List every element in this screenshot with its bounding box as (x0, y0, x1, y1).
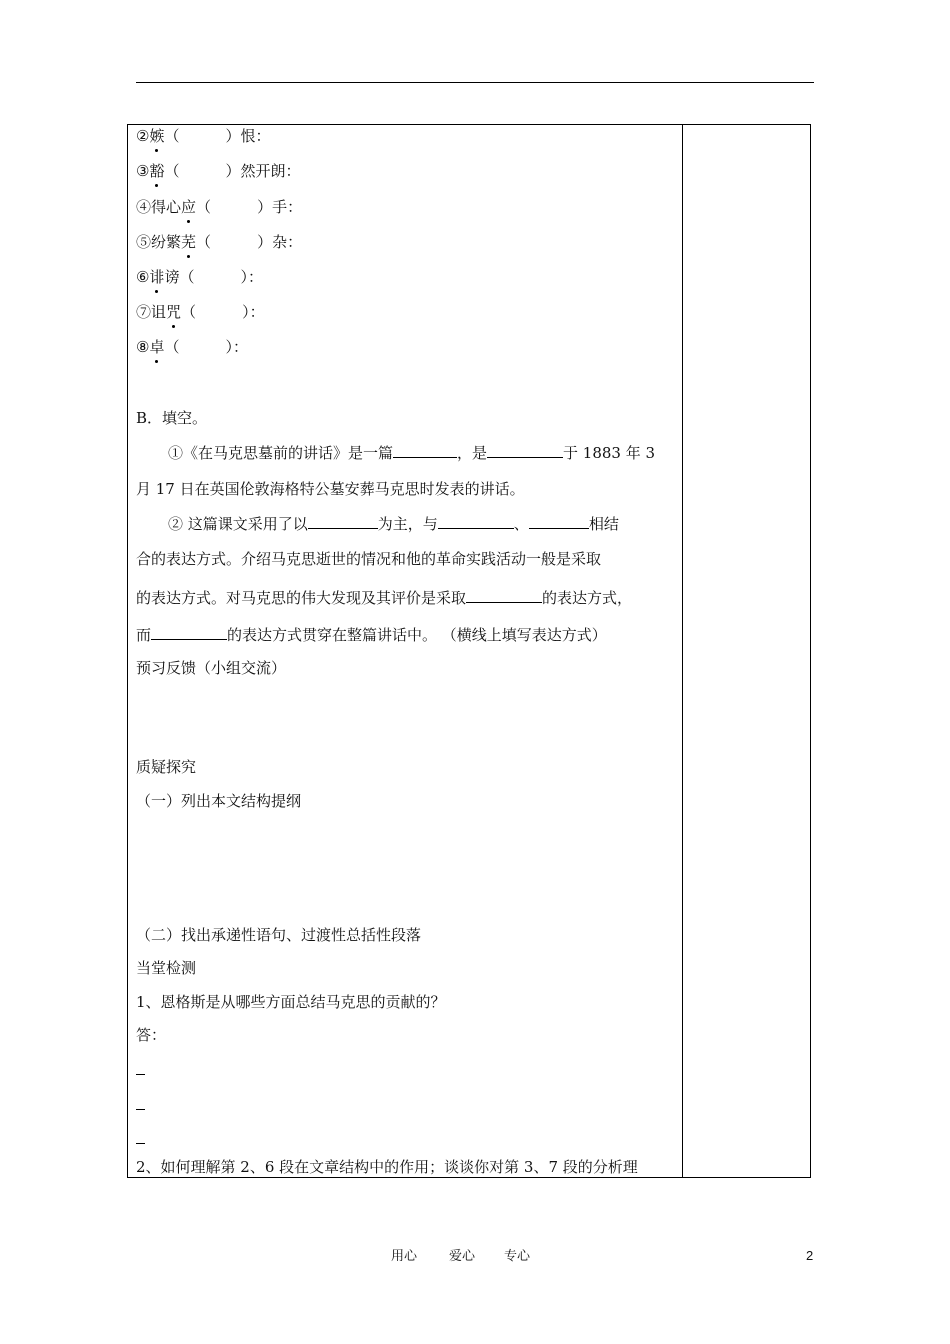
fill-question-2-line2: 合的表达方式。介绍马克思逝世的情况和他的革命实践活动一般是采取 (136, 550, 602, 568)
pinyin-item: ③豁（ ）然开朗： (136, 162, 301, 180)
dotted-char: 芜 (181, 233, 197, 251)
notes-column (683, 125, 810, 1177)
footer-slogan-3: 专心 (504, 1249, 531, 1264)
dotted-char: 咒 (166, 303, 182, 321)
fill-question-1: ①《在马克思墓前的讲话》是一篇 ，是 于 1883 年 3 (168, 444, 656, 462)
fill-question-2: ② 这篇课文采用了以 为主，与 、 相结 (168, 515, 619, 533)
check-question-2: 2、如何理解第 2、6 段在文章结构中的作用；谈谈你对第 3、7 段的分析理 (136, 1158, 638, 1176)
pinyin-item: ⑤纷繁芜（ ）杂： (136, 233, 303, 251)
check-heading: 当堂检测 (136, 959, 197, 977)
answer-blank (466, 588, 542, 603)
answer-blank (393, 443, 457, 458)
pinyin-item: ⑧卓（ ）： (136, 338, 248, 356)
fill-question-1-cont: 月 17 日在英国伦敦海格特公墓安葬马克思时发表的讲话。 (136, 480, 525, 498)
dotted-char: 嫉 (149, 127, 165, 145)
dotted-char: 应 (181, 198, 197, 216)
inquiry-task-1: （一）列出本文结构提纲 (136, 792, 302, 810)
inquiry-task-2: （二）找出承递性语句、过渡性总括性段落 (136, 926, 422, 944)
pinyin-item: ②嫉（ ）恨： (136, 127, 271, 145)
fill-heading: B．填空。 (136, 409, 208, 427)
fill-question-2-line4: 而 的表达方式贯穿在整篇讲话中。 （横线上填写表达方式） (136, 626, 607, 644)
check-question-1: 1、恩格斯是从哪些方面总结马克思的贡献的？ (136, 993, 446, 1011)
preview-feedback-heading: 预习反馈（小组交流） (136, 659, 287, 677)
answer-label: 答： (136, 1026, 167, 1044)
fill-question-2-line3: 的表达方式。对马克思的伟大发现及其评价是采取 的表达方式， (136, 589, 633, 607)
footer-slogan-1: 用心 (391, 1249, 418, 1264)
header-rule (136, 82, 814, 83)
answer-line (136, 1060, 145, 1080)
dotted-char: 诽 (149, 268, 165, 286)
answer-blank (487, 443, 563, 458)
answer-blank (529, 514, 589, 529)
pinyin-item: ⑦诅咒（ ）： (136, 303, 265, 321)
footer-slogan-2: 爱心 (449, 1249, 476, 1264)
answer-blank (151, 625, 227, 640)
answer-line (136, 1095, 145, 1115)
answer-line (136, 1129, 145, 1149)
answer-blank (438, 514, 514, 529)
dotted-char: 豁 (149, 162, 165, 180)
pinyin-item: ⑥诽谤（ ）： (136, 268, 264, 286)
dotted-char: 卓 (149, 338, 165, 356)
page-number: 2 (806, 1248, 814, 1263)
inquiry-heading: 质疑探究 (136, 758, 197, 776)
answer-blank (308, 514, 378, 529)
pinyin-item: ④得心应（ ）手： (136, 198, 303, 216)
